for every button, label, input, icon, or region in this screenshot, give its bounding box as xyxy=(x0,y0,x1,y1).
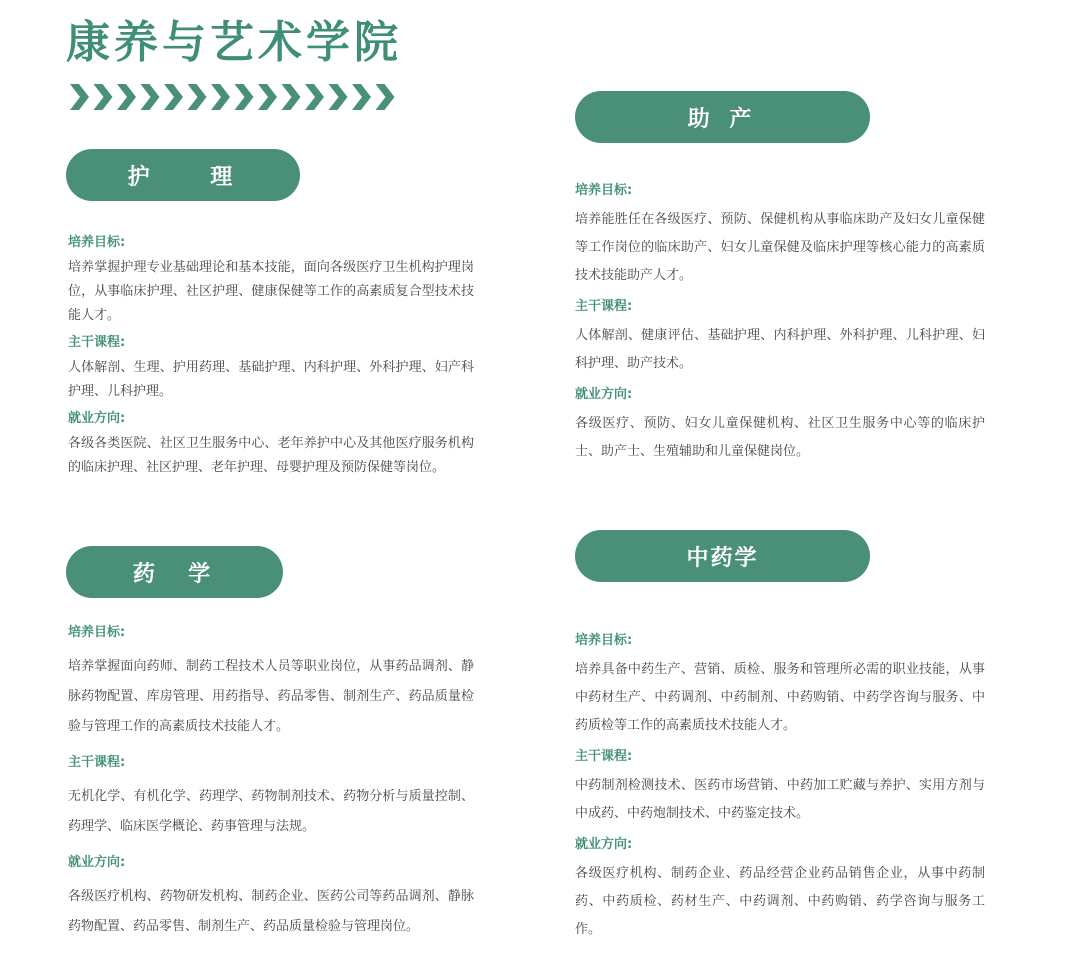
course-label: 主干课程: xyxy=(68,335,126,350)
goal-label: 培养目标: xyxy=(575,633,633,648)
program-title-midwifery: 助 产 xyxy=(575,91,870,143)
career-label: 就业方向: xyxy=(575,837,633,852)
course-label: 主干课程: xyxy=(68,755,126,770)
course-label: 主干课程: xyxy=(575,749,633,764)
program-section-pharmacy xyxy=(68,612,474,946)
goal-label: 培养目标: xyxy=(575,183,633,198)
chevron-icon xyxy=(376,84,395,110)
chevron-icon xyxy=(235,84,254,110)
career-text: 各级各类医院、社区卫生服务中心、老年养护中心及其他医疗服务机构的临床护理、社区护理、老年护理、母婴护理及预防保健等岗位。 xyxy=(68,436,474,475)
program-section-nursing xyxy=(68,230,474,484)
chevron-divider-icon xyxy=(68,82,408,112)
career-text: 各级医疗机构、制药企业、药品经营企业药品销售企业，从事中药制药、中药质检、药材生产、中药调剂、中药购销、药学咨询与服务工作。 xyxy=(575,866,985,937)
chevron-icon xyxy=(282,84,301,110)
chevron-icon xyxy=(188,84,207,110)
career-label: 就业方向: xyxy=(575,387,633,402)
chevron-icon xyxy=(258,84,277,110)
program-section-midwifery xyxy=(575,174,985,470)
chevron-icon xyxy=(329,84,348,110)
chevron-icon xyxy=(352,84,371,110)
program-section-tcm-pharmacy xyxy=(575,624,985,948)
goal-text: 培养能胜任在各级医疗、预防、保健机构从事临床助产及妇女儿童保健等工作岗位的临床助产、妇女儿童保健及临床护理等核心能力的高素质技术技能助产人才。 xyxy=(575,212,985,283)
course-label: 主干课程: xyxy=(575,299,633,314)
chevron-icon xyxy=(305,84,324,110)
chevron-icon xyxy=(70,84,89,110)
program-title-tcm-pharmacy: 中药学 xyxy=(575,530,870,582)
chevron-icon xyxy=(94,84,113,110)
chevron-icon xyxy=(211,84,230,110)
chevron-icon xyxy=(141,84,160,110)
course-text: 中药制剂检测技术、医药市场营销、中药加工贮藏与养护、实用方剂与中成药、中药炮制技术、中药鉴定技术。 xyxy=(575,778,985,821)
program-title-pharmacy: 药 学 xyxy=(66,546,283,598)
goal-text: 培养掌握护理专业基础理论和基本技能，面向各级医疗卫生机构护理岗位，从事临床护理、社区护理、健康保健等工作的高素质复合型技术技能人才。 xyxy=(68,260,474,323)
course-text: 人体解剖、生理、护用药理、基础护理、内科护理、外科护理、妇产科护理、儿科护理。 xyxy=(68,360,474,399)
goal-text: 培养具备中药生产、营销、质检、服务和管理所必需的职业技能，从事中药材生产、中药调剂、中药制剂、中药购销、中药学咨询与服务、中药质检等工作的高素质技术技能人才。 xyxy=(575,662,985,733)
program-title-nursing: 护 理 xyxy=(66,149,300,201)
career-text: 各级医疗机构、药物研发机构、制药企业、医药公司等药品调剂、静脉药物配置、药品零售、制剂生产、药品质量检验与管理岗位。 xyxy=(68,889,474,934)
chevron-icon xyxy=(164,84,183,110)
goal-label: 培养目标: xyxy=(68,625,126,640)
career-text: 各级医疗、预防、妇女儿童保健机构、社区卫生服务中心等的临床护士、助产士、生殖辅助和儿童保健岗位。 xyxy=(575,416,985,459)
goal-text: 培养掌握面向药师、制药工程技术人员等职业岗位，从事药品调剂、静脉药物配置、库房管理、用药指导、药品零售、制剂生产、药品质量检验与管理工作的高素质技术技能人才。 xyxy=(68,659,474,734)
career-label: 就业方向: xyxy=(68,411,126,426)
career-label: 就业方向: xyxy=(68,855,126,870)
chevron-icon xyxy=(117,84,136,110)
page-title: 康养与艺术学院 xyxy=(66,17,402,68)
goal-label: 培养目标: xyxy=(68,235,126,250)
course-text: 人体解剖、健康评估、基础护理、内科护理、外科护理、儿科护理、妇科护理、助产技术。 xyxy=(575,328,985,371)
course-text: 无机化学、有机化学、药理学、药物制剂技术、药物分析与质量控制、药理学、临床医学概论、药事管理与法规。 xyxy=(68,789,474,834)
